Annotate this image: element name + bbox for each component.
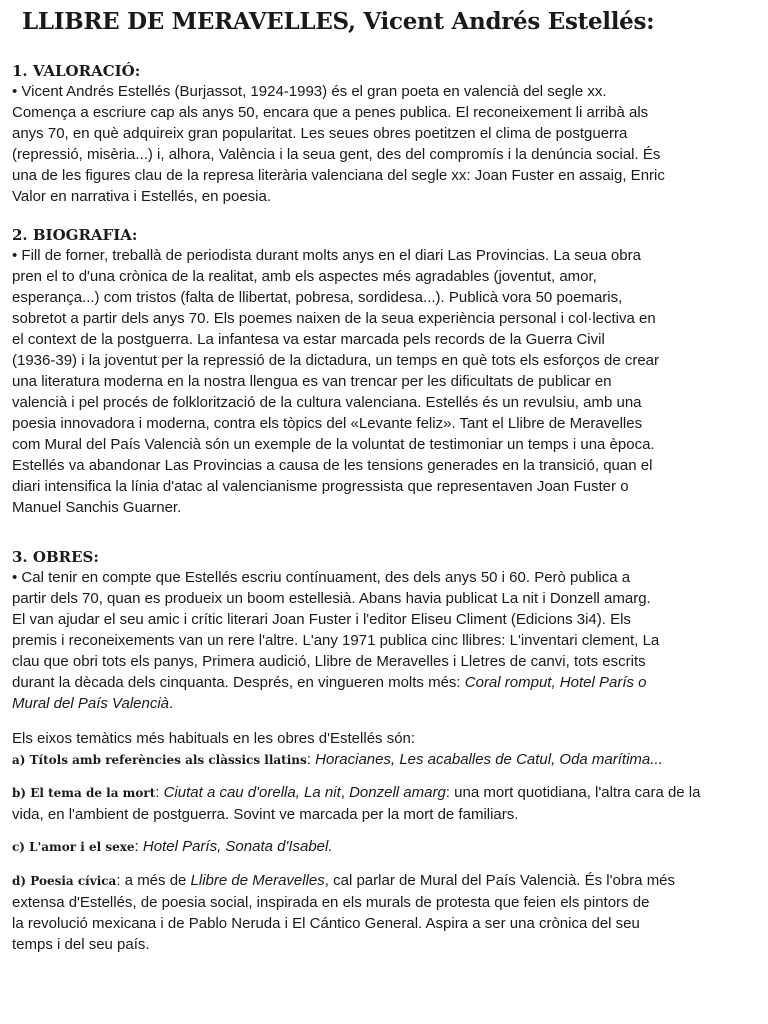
- theme-b: [12, 782, 768, 825]
- themes-intro: Els eixos temàtics més habituals en les obres d'Estellés són:: [12, 730, 416, 747]
- text-line: extensa d'Estellés, de poesia social, inspirada en els murals de protesta que feien els pintors de: [12, 894, 650, 911]
- text-line: (repressió, misèria...) i, alhora, València i la seua gent, des del compromís i la denúncia social. És: [12, 146, 661, 163]
- theme-label: a) Títols amb referències als clàssics llatins: [12, 753, 307, 767]
- document-page: [12, 0, 768, 1024]
- text-line: partir dels 70, quan es produeix un boom estellesià. Abans havia publicat La nit i Donzell amarg.: [12, 590, 651, 607]
- text-segment: ,: [340, 784, 350, 801]
- text-segment: , cal parlar de Mural del País Valencià. És l'obra més: [324, 872, 676, 889]
- theme-label: c) L'amor i el sexe: [12, 840, 135, 854]
- text-segment: :: [134, 838, 143, 855]
- text-segment: : a més de: [116, 872, 191, 889]
- theme-label: d) Poesia cívica: [12, 874, 117, 888]
- text-segment: :: [306, 751, 316, 768]
- text-line: [12, 836, 768, 858]
- italic-works: Mural del País Valencià: [12, 695, 170, 712]
- theme-a: [12, 749, 768, 771]
- text-line: sobretot a partir dels anys 70. Els poemes naixen de la seua experiència personal i col·lectiva en: [12, 310, 656, 327]
- text-line: una literatura moderna en la nostra llengua es van trencar per les dificultats de publicar en: [12, 373, 612, 390]
- text-line: Estellés va abandonar Las Provincias a causa de les tensions generades en la transició, quan el: [12, 457, 653, 474]
- valoracio-paragraph: [12, 81, 768, 207]
- text-line: [12, 672, 768, 693]
- text-segment: : una mort quotidiana, l'altra cara de la: [445, 784, 701, 801]
- section-heading-biografia: 2. BIOGRAFIA:: [12, 226, 138, 244]
- theme-label: b) El tema de la mort: [12, 786, 156, 800]
- text-line: clau que obri tots els panys, Primera audició, Llibre de Meravelles i Lletres de canvi, tots escrits: [12, 653, 646, 670]
- biografia-paragraph: [12, 245, 768, 518]
- text-line: Manuel Sanchis Guarner.: [12, 499, 182, 516]
- section-heading-obres: 3. OBRES:: [12, 548, 99, 566]
- text-line: • Vicent Andrés Estellés (Burjassot, 1924-1993) és el gran poeta en valencià del segle xx.: [12, 83, 607, 100]
- text-line: [12, 870, 768, 892]
- text-segment: durant la dècada dels cinquanta. Després, en vingueren molts més:: [12, 674, 465, 691]
- text-line: [12, 749, 768, 771]
- text-line: pren el to d'una crònica de la realitat, amb els aspectes més agradables (joventut, amor,: [12, 268, 597, 285]
- text-line: [12, 782, 768, 804]
- text-line: poesia innovadora i moderna, contra els tòpics del «Levante feliz». Tant el Llibre de Meravelles: [12, 415, 643, 432]
- text-segment: :: [155, 784, 164, 801]
- text-line: vida, en l'ambient de postguerra. Sovint ve marcada per la mort de familiars.: [12, 806, 519, 823]
- theme-d: [12, 870, 768, 955]
- text-line: una de les figures clau de la represa literària valenciana del segle xx: Joan Fuster en assaig, Enric: [12, 167, 665, 184]
- text-line: • Fill de forner, treballà de periodista durant molts anys en el diari Las Provincias. La seua obra: [12, 247, 641, 264]
- document-title: LLIBRE DE MERAVELLES, Vicent Andrés Estellés:: [22, 8, 655, 35]
- text-line: temps i del seu país.: [12, 936, 150, 953]
- theme-c: [12, 836, 768, 858]
- text-line: esperança...) com tristos (falta de llibertat, pobresa, sordidesa...). Publicà vora 50 poemaris,: [12, 289, 623, 306]
- text-line: El van ajudar el seu amic i crític literari Joan Fuster i l'editor Eliseu Climent (Edicions 3i4). Els: [12, 611, 631, 628]
- italic-works: Horacianes, Les acaballes de Catul, Oda marítima...: [315, 751, 663, 768]
- text-line: Comença a escriure cap als anys 50, encara que a penes publica. El reconeixement li arribà als: [12, 104, 649, 121]
- text-line: anys 70, en què adquireix gran popularitat. Les seues obres poetitzen el clima de postguerra: [12, 125, 628, 142]
- italic-works: Hotel París, Sonata d'Isabel.: [142, 838, 333, 855]
- italic-works: Ciutat a cau d'orella, La nit: [163, 784, 341, 801]
- text-line: (1936-39) i la joventut per la repressió de la dictadura, un temps en què tots els esforços de crear: [12, 352, 660, 369]
- italic-works: Llibre de Meravelles: [190, 872, 325, 889]
- text-line: • Cal tenir en compte que Estellés escriu contínuament, des dels anys 50 i 60. Però publica a: [12, 569, 631, 586]
- italic-works: Donzell amarg: [349, 784, 446, 801]
- text-line: la revolució mexicana i de Pablo Neruda i El Cántico General. Aspira a ser una crònica del seu: [12, 915, 640, 932]
- section-heading-valoracio: 1. VALORACIÓ:: [12, 62, 141, 80]
- text-line: valencià i pel procés de folklorització de la cultura valenciana. Estellés és un revulsiu, amb una: [12, 394, 642, 411]
- text-line: diari intensifica la línia d'atac al valencianisme progressista que representaven Joan Fuster o: [12, 478, 629, 495]
- text-segment: .: [169, 695, 174, 712]
- italic-works: Coral romput, Hotel París o: [464, 674, 647, 691]
- obres-paragraph: [12, 567, 768, 714]
- text-line: premis i reconeixements van un rere l'altre. L'any 1971 publica cinc llibres: L'inventari clement, La: [12, 632, 660, 649]
- text-line: el context de la postguerra. La infantesa va estar marcada pels records de la Guerra Civil: [12, 331, 605, 348]
- text-line: Valor en narrativa i Estellés, en poesia.: [12, 188, 272, 205]
- text-line: com Mural del País Valencià són un exemple de la voluntat de testimoniar un temps i una època.: [12, 436, 655, 453]
- text-line: [12, 693, 768, 714]
